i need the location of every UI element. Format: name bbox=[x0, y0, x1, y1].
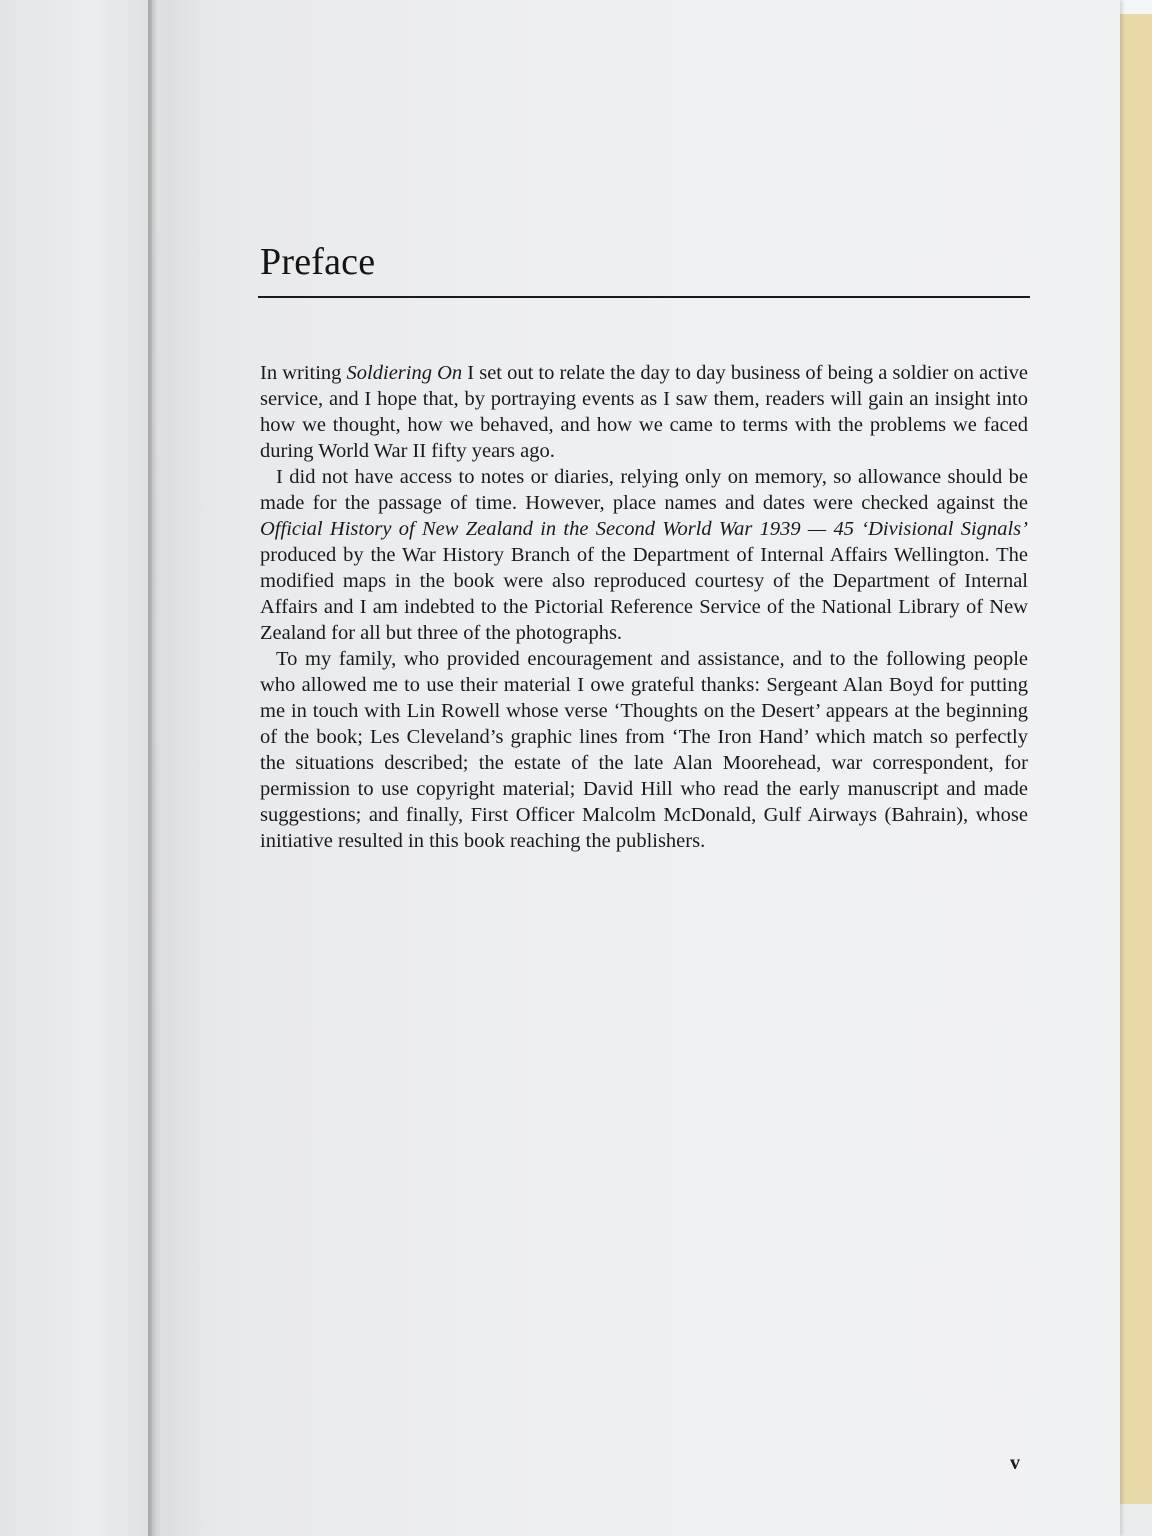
paragraph-2 bbox=[260, 464, 1028, 646]
page-number: v bbox=[1010, 1452, 1020, 1474]
preface-body bbox=[260, 360, 1028, 854]
book-title-italic: Soldiering On bbox=[346, 362, 463, 384]
book-page bbox=[160, 0, 1120, 1536]
paragraph-2-text-c: produced by the War History Branch of the Department of Internal Affairs Wellington. The modified maps in the book were also reproduced courtesy of the Department of Internal Affairs and I am indebted to the Pictorial Reference Service of the National Library of New Zealand for all but three of the photographs. bbox=[260, 544, 1028, 644]
paragraph-2-text-a: I did not have access to notes or diaries, relying only on memory, so allowance should be made for the passage of time. However, place names and dates were checked against the bbox=[260, 466, 1028, 514]
facing-page-edge bbox=[0, 0, 152, 1536]
paragraph-1 bbox=[260, 360, 1028, 464]
paragraph-1-text-a: In writing bbox=[260, 362, 347, 384]
title-rule bbox=[258, 296, 1030, 298]
paragraph-1-text-c: I set out to relate the day to day business of being a soldier on active service, and I hope that, by portraying events as I saw them, readers will gain an insight into how we thought, how we behaved, and how we came to terms with the problems we faced during World War II fifty years ago. bbox=[260, 362, 1029, 462]
page-title: Preface bbox=[260, 241, 376, 283]
paragraph-3: To my family, who provided encouragement and assistance, and to the following people who allowed me to use their material I owe grateful thanks: Sergeant Alan Boyd for putting me in touch with Lin Rowell whose verse ‘Thoughts on the Desert’ appears at the beginning of the book; Les Cleveland’s graphic lines from ‘The Iron Hand’ which match so perfectly the situations described; the estate of the late Alan Moorehead, war correspondent, for permission to use copyright material; David Hill who read the early manuscript and made suggestions; and finally, First Officer Malcolm McDonald, Gulf Airways (Bahrain), whose initiative resulted in this book reaching the publishers. bbox=[260, 648, 1028, 852]
official-history-title-italic: Official History of New Zealand in the Second World War 1939 — 45 ‘Divisional Signals’ bbox=[260, 518, 1028, 540]
